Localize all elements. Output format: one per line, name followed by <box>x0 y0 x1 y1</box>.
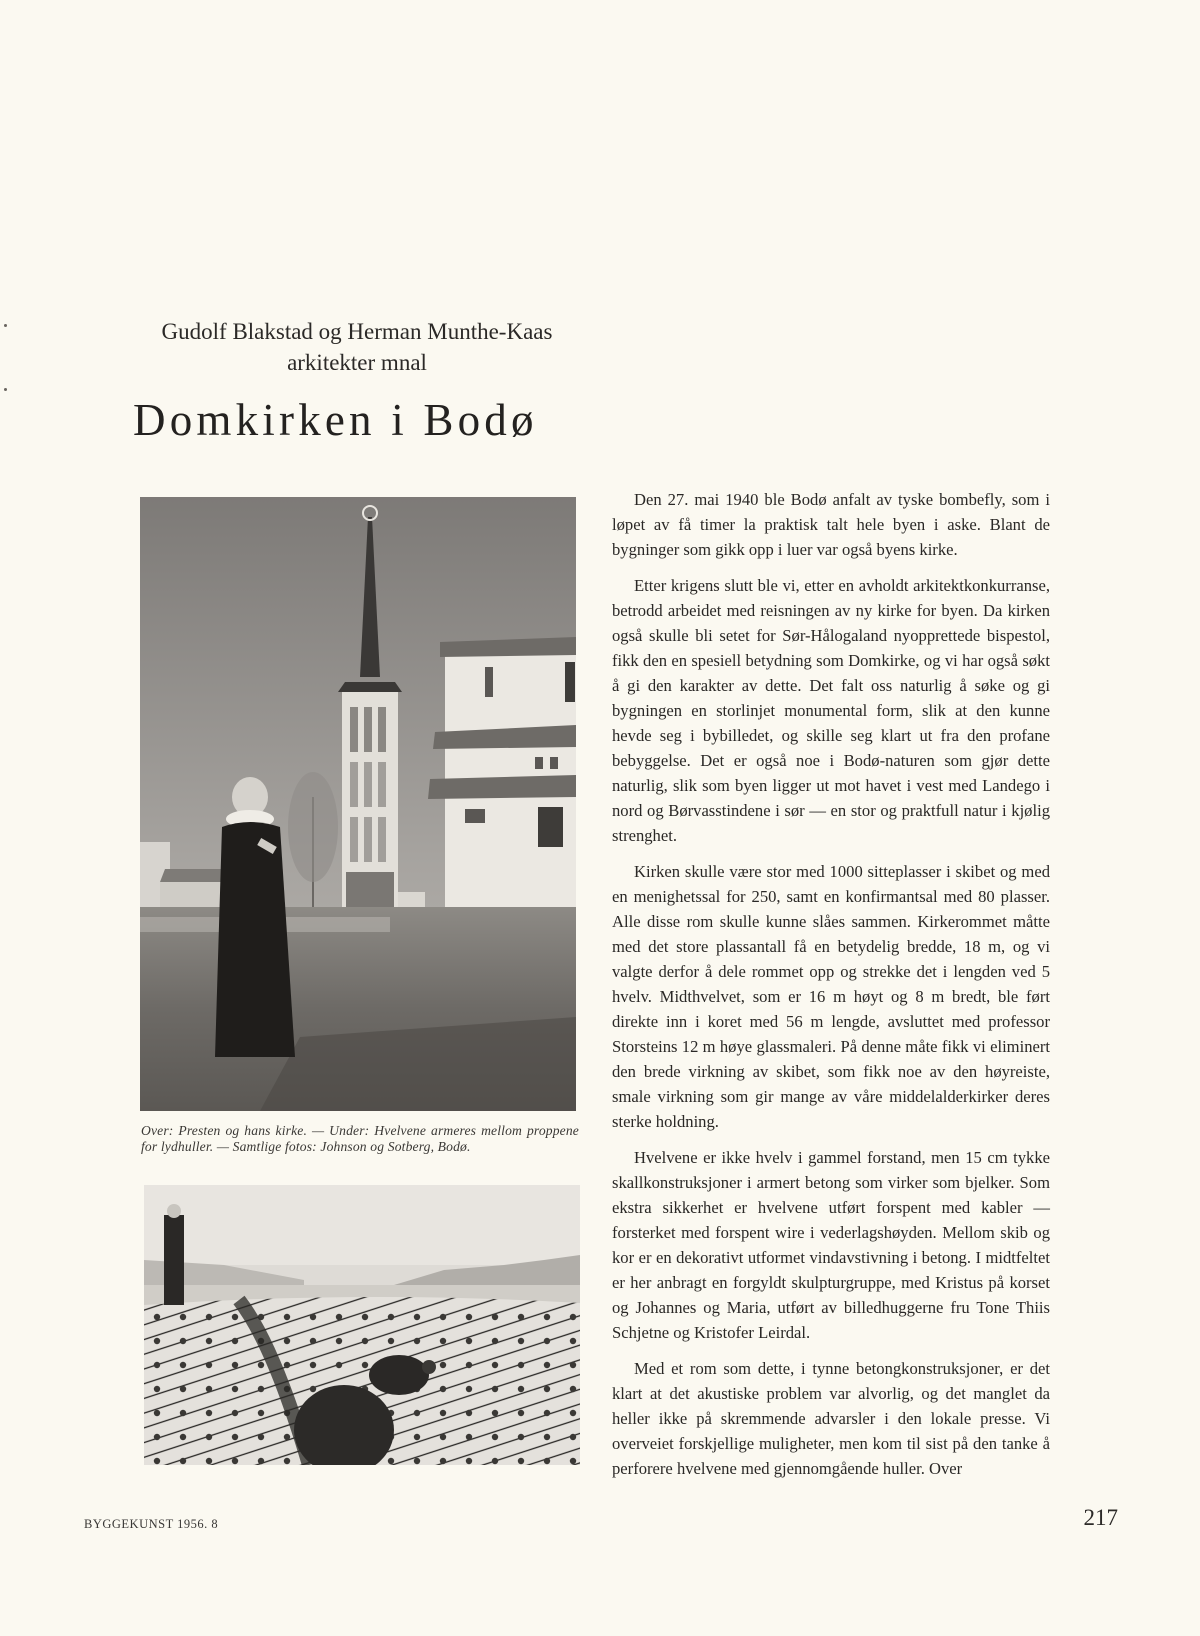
byline-authors: Gudolf Blakstad og Herman Munthe-Kaas <box>161 319 553 344</box>
body-paragraph: Med et rom som dette, i tynne betongkonstruksjoner, er det klart at det akustiske problem var alvorlig, og det manglet da heller ikke på skremmende advarsler i den lokale presse. Vi overveiet forskjellige muligheter, men kom til sist på den tanke å perforere hvelvene med gjennomgående huller. Over <box>612 1359 1050 1478</box>
scan-speck <box>4 324 7 327</box>
scan-speck <box>4 388 7 391</box>
article-body <box>612 487 1050 1492</box>
photo-priest-and-church <box>140 497 576 1111</box>
body-paragraph: Etter krigens slutt ble vi, etter en avholdt arkitektkonkurranse, betrodd arbeidet med reisningen av ny kirke for byen. Da kirken også skulle bli setet for Sør-Hålogaland nyopprettede bispestol, fikk den en spesiell betydning som Domkirke, og vi har også søkt å gi den karakter av dette. Det falt oss naturlig å søke og gi bygningen en storlinjet monumental form, slik at den kunne hevde seg i bybilledet, og skille seg klart ut fra den profane bebyggelse. Det er også noe i Bodø-naturen som gjør dette naturlig, slik som byen ligger ut mot havet i vest med Landego i nord og Børvasstindene i sør — en stor og praktfull natur i kjølig strenghet. <box>612 576 1050 845</box>
body-paragraph: Hvelvene er ikke hvelv i gammel forstand, men 15 cm tykke skallkonstruksjoner i armert betong som virker som bjelker. Som ekstra sikkerhet er hvelvene utført forspent med kabler — forsterket med forspent wire i vederlagshøyden. Mellom skib og kor er en dekorativt utformet vindavstivning i betong. I midtfeltet er her anbragt en forgyldt skulpturgruppe, med Kristus på korset og Johannes og Maria, utført av billedhuggerne fru Tone Thiis Schjetne og Kristofer Leirdal. <box>612 1148 1050 1342</box>
byline <box>134 316 580 378</box>
photo-priest-and-church-image <box>140 497 576 1111</box>
article-title: Domkirken i Bodø <box>133 395 538 445</box>
body-paragraph: Den 27. mai 1940 ble Bodø anfalt av tyske bombefly, som i løpet av få timer la praktisk talt hele byen i aske. Blant de bygninger som gikk opp i luer var også byens kirke. <box>612 490 1050 559</box>
page-number: 217 <box>1083 1505 1118 1530</box>
photo-vault-reinforcement-image <box>144 1185 580 1465</box>
photo-vault-reinforcement <box>144 1185 580 1465</box>
photo-caption: Over: Presten og hans kirke. — Under: Hvelvene armeres mellom proppene for lydhuller. — Samtlige fotos: Johnson og Sotberg, Bodø. <box>141 1123 579 1154</box>
publication-footer: BYGGEKUNST 1956. 8 <box>84 1517 219 1531</box>
body-paragraph: Kirken skulle være stor med 1000 sitteplasser i skibet og med en menighetssal for 250, samt en konfirmantsal med 80 plasser. Alle disse rom skulle kunne slåes sammen. Kirkerommet måtte med det store plassantall få en betydelig bredde, 18 m, og vi valgte derfor å dele rommet opp og strekke det i lengden ved 5 hvelv. Midthvelvet, som er 16 m høyt og 8 m bredt, ble ført direkte inn i koret med 56 m lengde, avsluttet med professor Storsteins 12 m høye glassmaleri. På denne måte fikk vi eliminert den brede virkning av skibet, som fikk noe av den høyreiste, smale virkning som gir mange av våre middelalderkirker deres sterke holdning. <box>612 862 1050 1131</box>
byline-role: arkitekter mnal <box>287 350 427 375</box>
